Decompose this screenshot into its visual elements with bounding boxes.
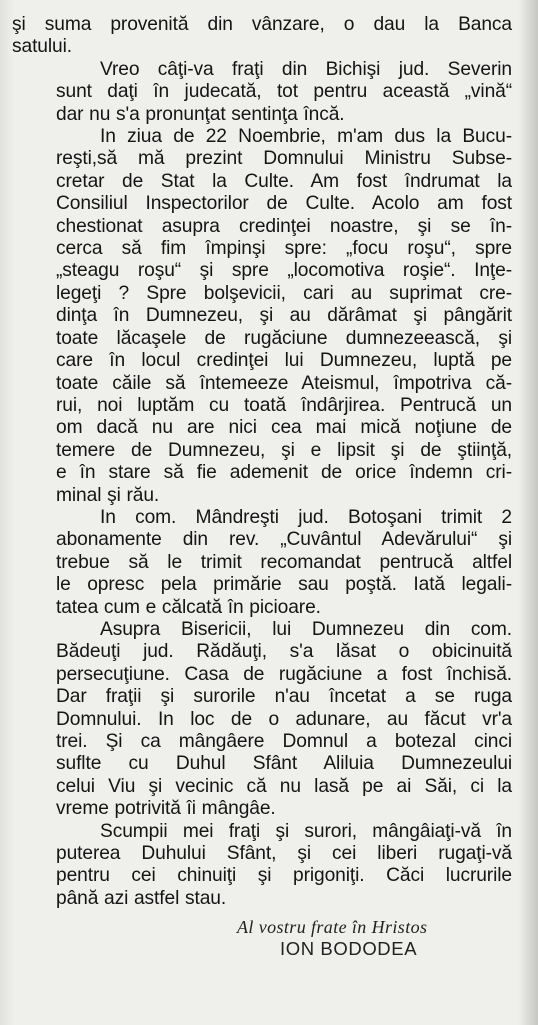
paragraph-mandresti [12, 507, 512, 619]
text-line: temere de Dumnezeu, şi e lipsit şi de ştiinţă, [56, 439, 512, 461]
text-line: şi suma provenită din vânzare, o dau la Banca [12, 14, 512, 35]
paragraph-bichisi [12, 59, 512, 126]
page-edge-shadow [516, 0, 538, 1025]
signature-closing: Al vostru frate în Hristos [237, 917, 428, 938]
paragraph-closing [12, 821, 512, 911]
text-line: abonamente din rev. „Cuvântul Adevărului“ şi [56, 529, 512, 551]
article-column [12, 14, 512, 960]
text-line: vreme potrivită îi mângâe. [56, 798, 276, 820]
paragraph-bucuresti [12, 126, 512, 507]
text-line: toate căile să întemeeze Ateismul, împotriva că- [56, 372, 512, 394]
text-line: Asupra Bisericii, lui Dumnezeu din com. [100, 618, 512, 640]
text-line: Scumpii mei fraţi şi surori, mângâiaţi-vă în [100, 820, 512, 842]
text-line: In com. Mândreşti jud. Botoşani trimit 2 [100, 506, 512, 528]
text-line: dinţa în Dumnezeu, şi au dărâmat şi pângărit [56, 305, 512, 327]
text-line: care în locul credinţei lui Dumnezeu, luptă pe [56, 350, 512, 372]
paragraph-continuation [12, 14, 512, 59]
text-line: Bădeuţi jud. Rădăuţi, s'a lăsat o obicinuită [56, 641, 512, 663]
text-line: cerca să fim împinşi spre: „focu roşu“, spre [56, 238, 512, 260]
text-line: In ziua de 22 Noembrie, m'am dus la Bucu- [100, 126, 512, 148]
text-line: pentru cei chinuiţi şi prigoniţi. Căci lucrurile [56, 865, 512, 887]
text-line: chestionat asupra credinţei noastre, şi se în- [56, 215, 512, 237]
text-line: minal şi rău. [56, 484, 160, 506]
text-line: Domnului. In loc de o adunare, au făcut vr'a [56, 708, 512, 730]
text-line: până azi astfel stau. [56, 887, 227, 909]
text-line: suflte cu Duhul Sfânt Aliluia Dumnezeului [56, 753, 512, 775]
text-line: Consiliul Inspectorilor de Culte. Acolo am fost [56, 193, 512, 215]
text-line: reşti,să mă prezint Domnului Ministru Subse- [56, 148, 512, 170]
text-line: cretar de Stat la Culte. Am fost îndrumat la [56, 170, 512, 192]
text-line: tatea cum e călcată în picioare. [56, 596, 321, 618]
signature-block [12, 916, 512, 960]
text-line: „steagu roşu“ şi spre „locomotiva roşie“. Inţe- [56, 260, 512, 282]
paragraph-badeuti [12, 619, 512, 821]
text-line: Vreo câţi-va fraţi din Bichişi jud. Severin [100, 58, 512, 80]
text-line: sunt daţi în judecată, tot pentru această „vină“ [56, 81, 512, 103]
text-line: satului. [12, 36, 72, 58]
text-line: e în stare să fie ademenit de orice îndemn cri- [56, 462, 512, 484]
text-line: celui Viu şi vecinic că nu lasă pe ai Săi, ci la [56, 775, 512, 797]
text-line: toate lăcaşele de rugăciune dumnezeească, şi [56, 327, 512, 349]
text-line: om dacă nu are nici cea mai mică noţiune de [56, 417, 512, 439]
text-line: trebue să le trimit recomandat pentrucă altfel [56, 551, 512, 573]
text-line: trei. Şi ca mângâere Domnul a botezal cinci [56, 731, 512, 752]
text-line: legeţi ? Spre bolşevicii, cari au suprimat cre- [56, 282, 512, 304]
text-line: le opresc pela primărie sau poştă. Iată legali- [56, 574, 512, 596]
text-line: puterea Duhului Sfânt, şi cei liberi rugaţi-vă [56, 843, 512, 865]
text-line: Dar fraţii şi surorile n'au încetat a se ruga [56, 686, 512, 708]
text-line: persecuţiune. Casa de rugăciune a fost închisă. [56, 663, 512, 685]
text-line: dar nu s'a pronunţat sentinţa încă. [56, 103, 345, 125]
signature-name: ION BODODEA [280, 938, 418, 960]
text-line: rui, noi luptăm cu toată îndârjirea. Pentrucă un [56, 394, 512, 416]
